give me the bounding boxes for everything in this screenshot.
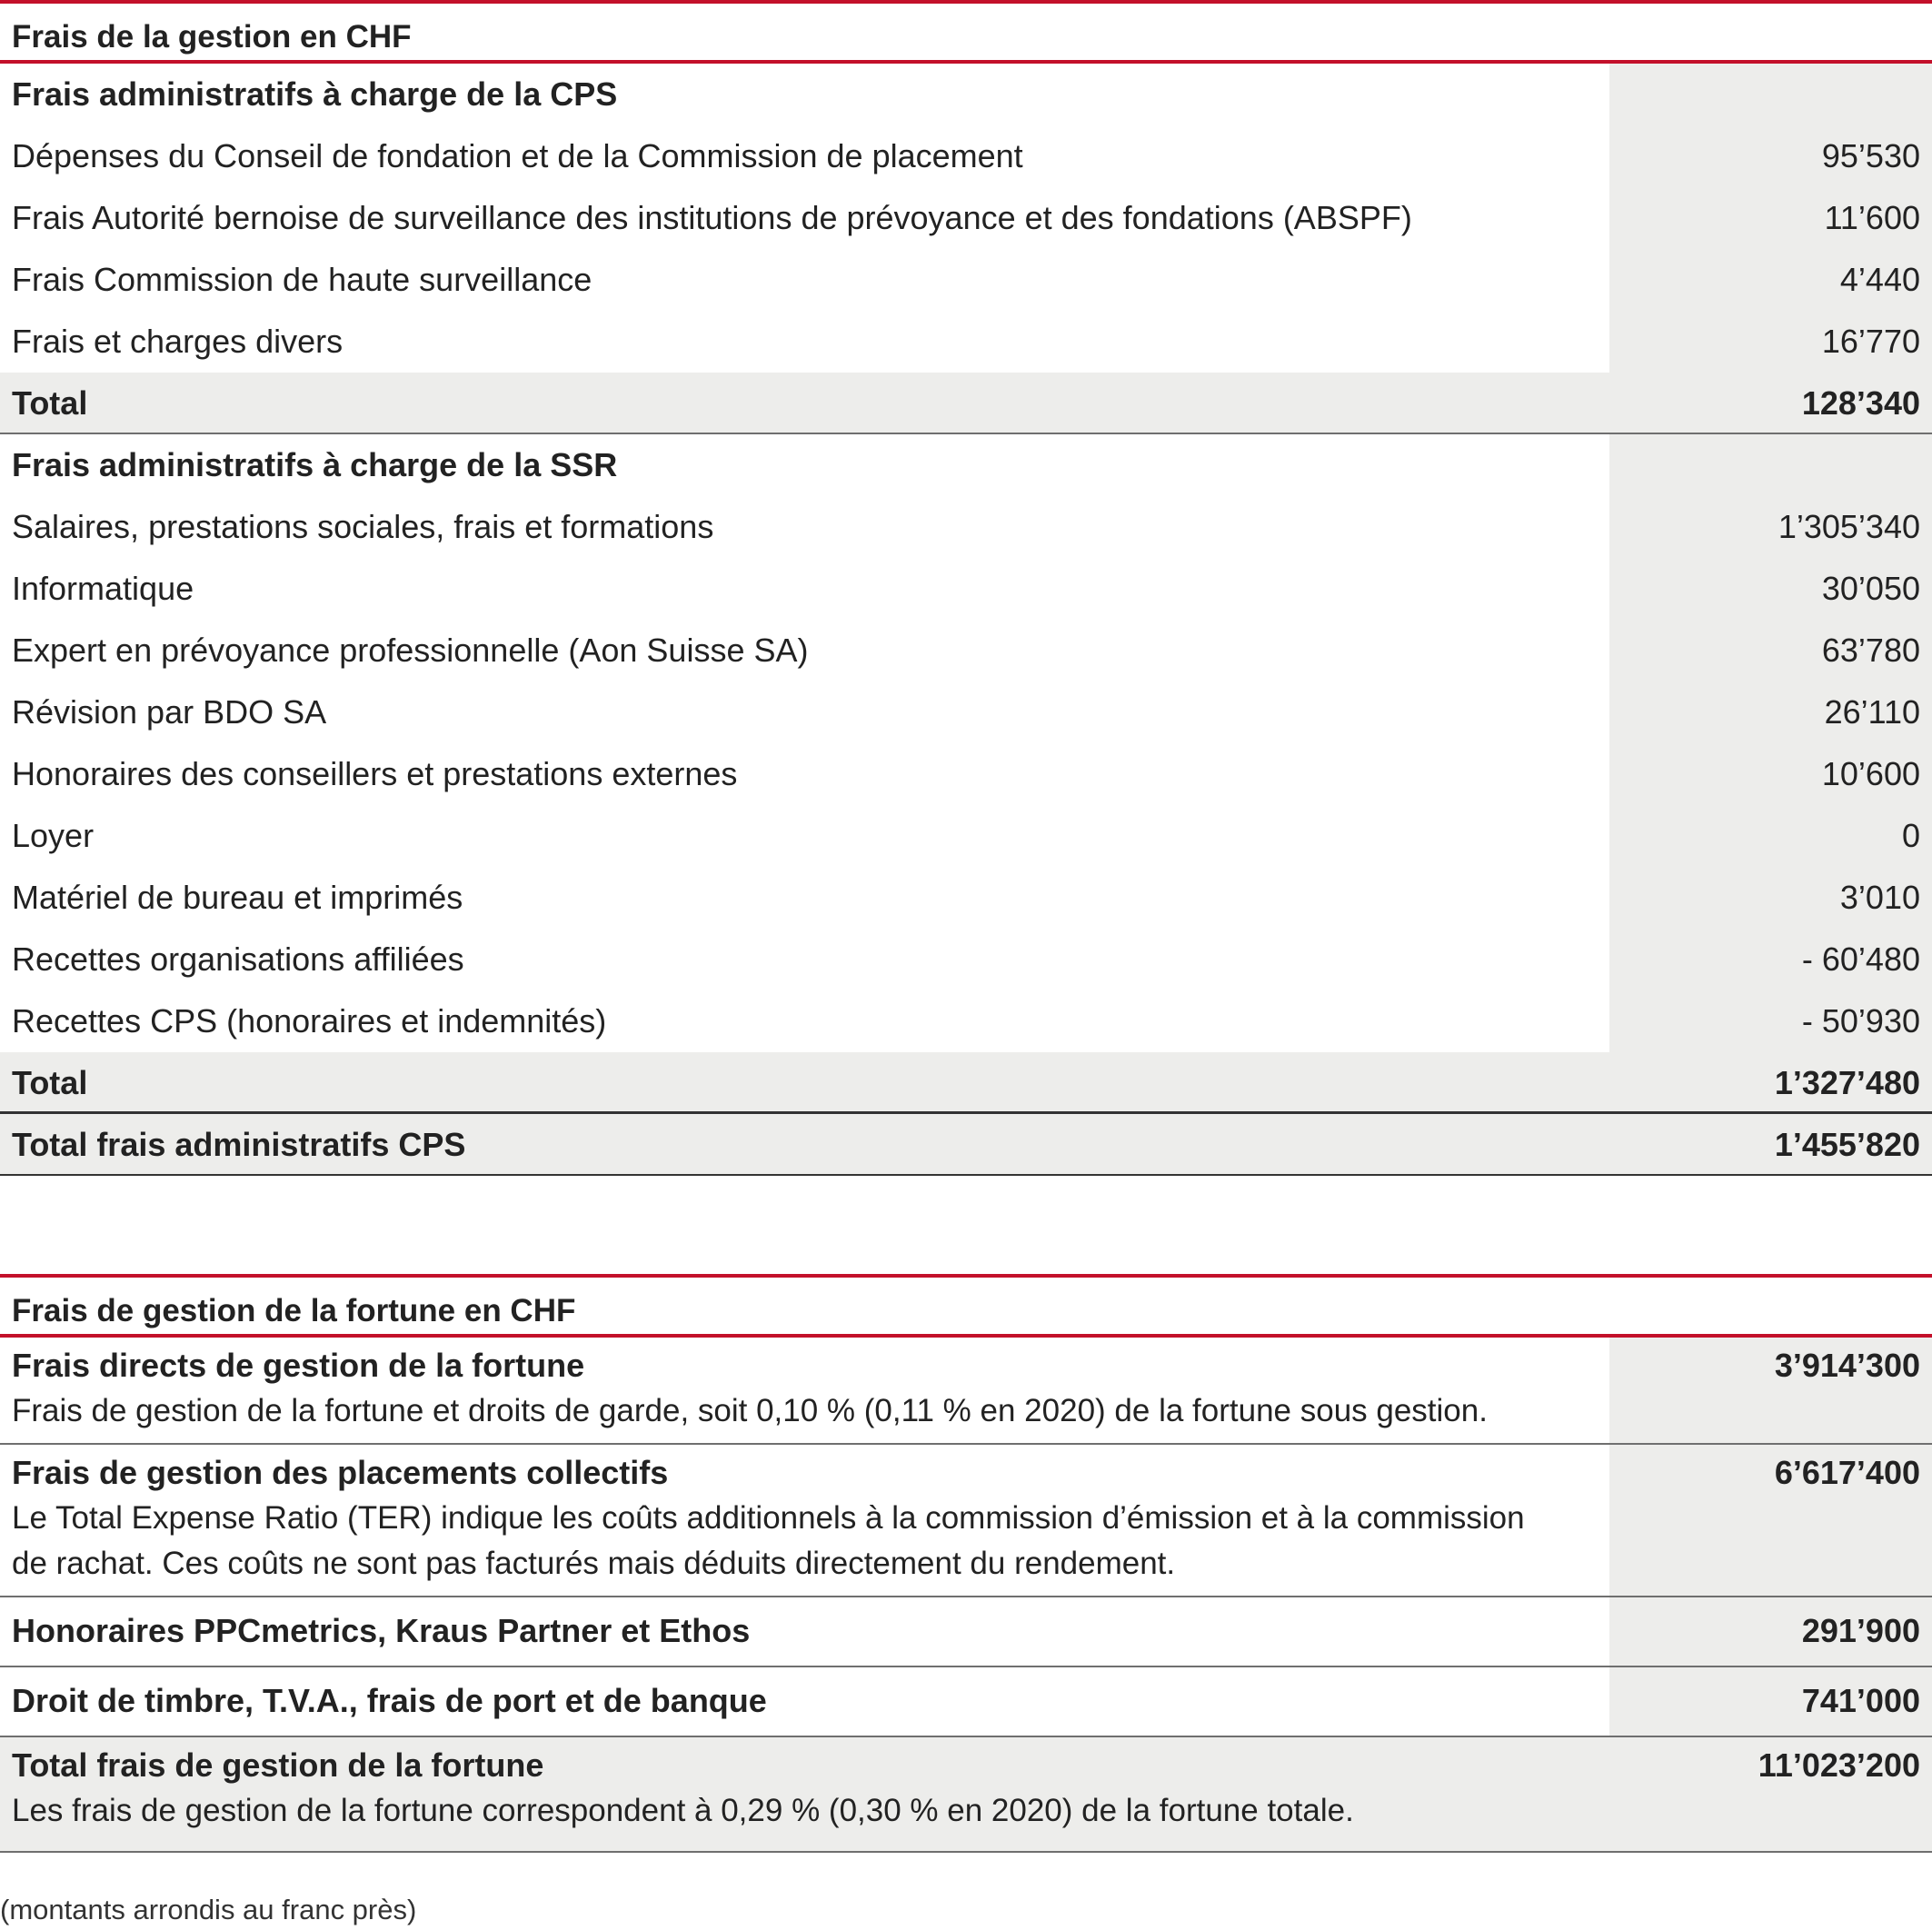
row-value: 0: [1609, 805, 1932, 867]
table-row: [0, 1597, 1932, 1667]
row-label: Honoraires des conseillers et prestations externes: [12, 755, 738, 792]
subtotal-label: Total: [12, 1064, 88, 1101]
row-value: 6’617’400: [1774, 1454, 1920, 1491]
table-row: [0, 867, 1932, 929]
row-value: 741’000: [1609, 1667, 1932, 1736]
row-value: 26’110: [1609, 681, 1932, 743]
row-value: 291’900: [1609, 1597, 1932, 1666]
row-value: 63’780: [1609, 620, 1932, 681]
row-label: Frais et charges divers: [12, 323, 344, 360]
table-title-row: [0, 4, 1932, 64]
row-value: 3’914’300: [1774, 1347, 1920, 1384]
row-label: Frais Autorité bernoise de surveillance des institutions de prévoyance et des fondations (ABSPF): [12, 199, 1412, 236]
row-description: de rachat. Ces coûts ne sont pas facturés mais déduits directement du rendement.: [12, 1546, 1176, 1581]
subtotal-label: Total: [12, 384, 88, 422]
subtotal-row: [0, 373, 1932, 434]
grand-total-row: [0, 1737, 1932, 1853]
section-heading: Frais administratifs à charge de la SSR: [12, 446, 618, 483]
row-value: 10’600: [1609, 743, 1932, 805]
row-label: Recettes organisations affiliées: [12, 940, 464, 978]
grand-total-row: [0, 1114, 1932, 1176]
grand-total-label: Total frais de gestion de la fortune: [12, 1746, 544, 1784]
table-row: [0, 990, 1932, 1052]
row-value: 3’010: [1609, 867, 1932, 929]
row-label: Salaires, prestations sociales, frais et formations: [12, 508, 714, 545]
subtotal-value: 1’327’480: [1774, 1064, 1920, 1101]
row-label: Recettes CPS (honoraires et indemnités): [12, 1002, 607, 1040]
row-value: - 60’480: [1609, 929, 1932, 990]
row-label: Honoraires PPCmetrics, Kraus Partner et Ethos: [12, 1612, 751, 1649]
row-label: Matériel de bureau et imprimés: [12, 879, 463, 916]
row-value: 30’050: [1609, 558, 1932, 620]
row-label: Frais Commission de haute surveillance: [12, 261, 593, 298]
table-row: [0, 929, 1932, 990]
section-heading-row: [0, 64, 1932, 125]
row-label: Frais de gestion des placements collectifs: [12, 1454, 669, 1491]
grand-total-value: 11’023’200: [1758, 1746, 1920, 1784]
table-row: [0, 311, 1932, 373]
row-description: Frais de gestion de la fortune et droits de garde, soit 0,10 % (0,11 % en 2020) de la fortune sous gestion.: [12, 1393, 1488, 1428]
table-row: [0, 249, 1932, 311]
row-value: 1’305’340: [1609, 496, 1932, 558]
row-value: 11’600: [1609, 187, 1932, 249]
table-title: Frais de la gestion en CHF: [12, 19, 412, 55]
row-label: Droit de timbre, T.V.A., frais de port et de banque: [12, 1682, 767, 1719]
table-row: [0, 743, 1932, 805]
subtotal-value: 128’340: [1801, 384, 1920, 422]
table-row: [0, 620, 1932, 681]
row-label: Loyer: [12, 817, 95, 854]
table-row: [0, 1445, 1932, 1597]
row-value: 95’530: [1609, 125, 1932, 187]
table-row: [0, 496, 1932, 558]
section-heading-row: [0, 434, 1932, 496]
table-row: [0, 558, 1932, 620]
fortune-costs-table: [0, 1274, 1932, 1853]
row-label: Expert en prévoyance professionnelle (Aon Suisse SA): [12, 632, 809, 669]
row-value: 4’440: [1609, 249, 1932, 311]
row-value: 16’770: [1609, 311, 1932, 373]
row-label: Révision par BDO SA: [12, 693, 327, 731]
grand-total-value: 1’455’820: [1774, 1126, 1920, 1163]
subtotal-row: [0, 1052, 1932, 1114]
grand-total-label: Total frais administratifs CPS: [12, 1126, 466, 1163]
section-heading: Frais administratifs à charge de la CPS: [12, 75, 618, 113]
row-label: Informatique: [12, 570, 194, 607]
row-label: Dépenses du Conseil de fondation et de la Commission de placement: [12, 137, 1023, 174]
table-row: [0, 187, 1932, 249]
footnote: (montants arrondis au franc près): [0, 1894, 417, 1925]
table-title: Frais de gestion de la fortune en CHF: [12, 1293, 576, 1328]
grand-total-description: Les frais de gestion de la fortune correspondent à 0,29 % (0,30 % en 2020) de la fortune totale.: [12, 1793, 1354, 1828]
table-title-row: [0, 1278, 1932, 1338]
row-value: - 50’930: [1609, 990, 1932, 1052]
table-row: [0, 805, 1932, 867]
row-label: Frais directs de gestion de la fortune: [12, 1347, 585, 1384]
table-row: [0, 681, 1932, 743]
table-row: [0, 1338, 1932, 1445]
row-description: Le Total Expense Ratio (TER) indique les coûts additionnels à la commission d’émission et à la commission: [12, 1500, 1525, 1536]
table-row: [0, 125, 1932, 187]
table-row: [0, 1667, 1932, 1737]
